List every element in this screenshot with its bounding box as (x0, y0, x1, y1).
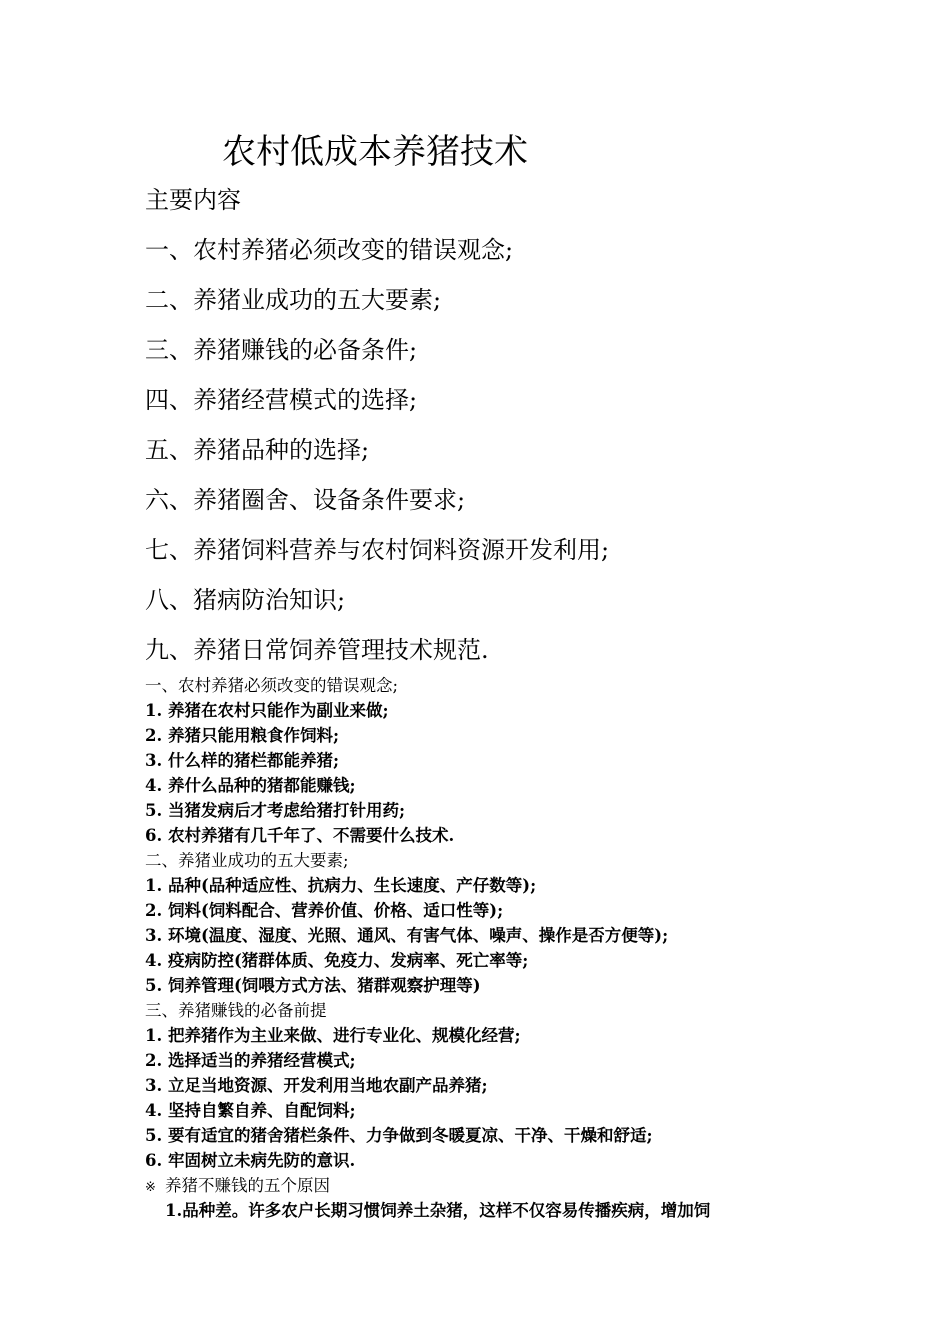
list-item: 3. 环境(温度、湿度、光照、通风、有害气体、噪声、操作是否方便等); (145, 926, 669, 945)
section-heading: 一、农村养猪必须改变的错误观念; (145, 676, 399, 695)
document-title: 农村低成本养猪技术 (222, 132, 528, 172)
toc-item: 八、猪病防治知识; (145, 586, 346, 614)
toc-item: 四、养猪经营模式的选择; (145, 386, 418, 414)
list-item: 6. 农村养猪有几千年了、不需要什么技术. (145, 826, 455, 845)
toc-item: 七、养猪饲料营养与农村饲料资源开发利用; (145, 536, 610, 564)
list-item: 1. 品种(品种适应性、抗病力、生长速度、产仔数等); (145, 876, 537, 895)
table-of-contents (145, 234, 609, 684)
paragraph-line: 1.品种差。许多农户长期习惯饲养土杂猪，这样不仅容易传播疾病，增加饲 (165, 1201, 711, 1220)
reasons-heading: 养猪不赚钱的五个原因 (165, 1176, 330, 1195)
list-item: 1. 养猪在农村只能作为副业来做; (145, 701, 389, 720)
toc-item: 六、养猪圈舍、设备条件要求; (145, 486, 466, 514)
toc-item: 九、养猪日常饲养管理技术规范. (145, 636, 489, 664)
toc-item: 二、养猪业成功的五大要素; (145, 286, 442, 314)
list-item: 5. 饲养管理(饲喂方式方法、猪群观察护理等) (145, 976, 481, 995)
list-item: 2. 选择适当的养猪经营模式; (145, 1051, 356, 1070)
contents-heading: 主要内容 (145, 186, 241, 214)
section-heading: 二、养猪业成功的五大要素; (145, 851, 349, 870)
reference-mark-icon: ※ (145, 1180, 156, 1195)
toc-item: 三、养猪赚钱的必备条件; (145, 336, 418, 364)
list-item: 1. 把养猪作为主业来做、进行专业化、规模化经营; (145, 1026, 521, 1045)
list-item: 2. 饲料(饲料配合、营养价值、价格、适口性等); (145, 901, 504, 920)
section-heading: 三、养猪赚钱的必备前提 (145, 1001, 327, 1020)
toc-item: 五、养猪品种的选择; (145, 436, 370, 464)
detail-list (145, 674, 710, 1224)
list-item: 3. 立足当地资源、开发利用当地农副产品养猪; (145, 1076, 488, 1095)
list-item: 5. 要有适宜的猪舍猪栏条件、力争做到冬暖夏凉、干净、干燥和舒适; (145, 1126, 653, 1145)
list-item: 4. 养什么品种的猪都能赚钱; (145, 776, 356, 795)
list-item: 4. 坚持自繁自养、自配饲料; (145, 1101, 356, 1120)
list-item: 4. 疫病防控(猪群体质、免疫力、发病率、死亡率等; (145, 951, 529, 970)
list-item: 2. 养猪只能用粮食作饲料; (145, 726, 340, 745)
list-item: 3. 什么样的猪栏都能养猪; (145, 751, 340, 770)
reasons-heading-row (145, 1174, 710, 1199)
list-item: 5. 当猪发病后才考虑给猪打针用药; (145, 801, 406, 820)
list-item: 6. 牢固树立未病先防的意识. (145, 1151, 356, 1170)
toc-item: 一、农村养猪必须改变的错误观念; (145, 236, 514, 264)
